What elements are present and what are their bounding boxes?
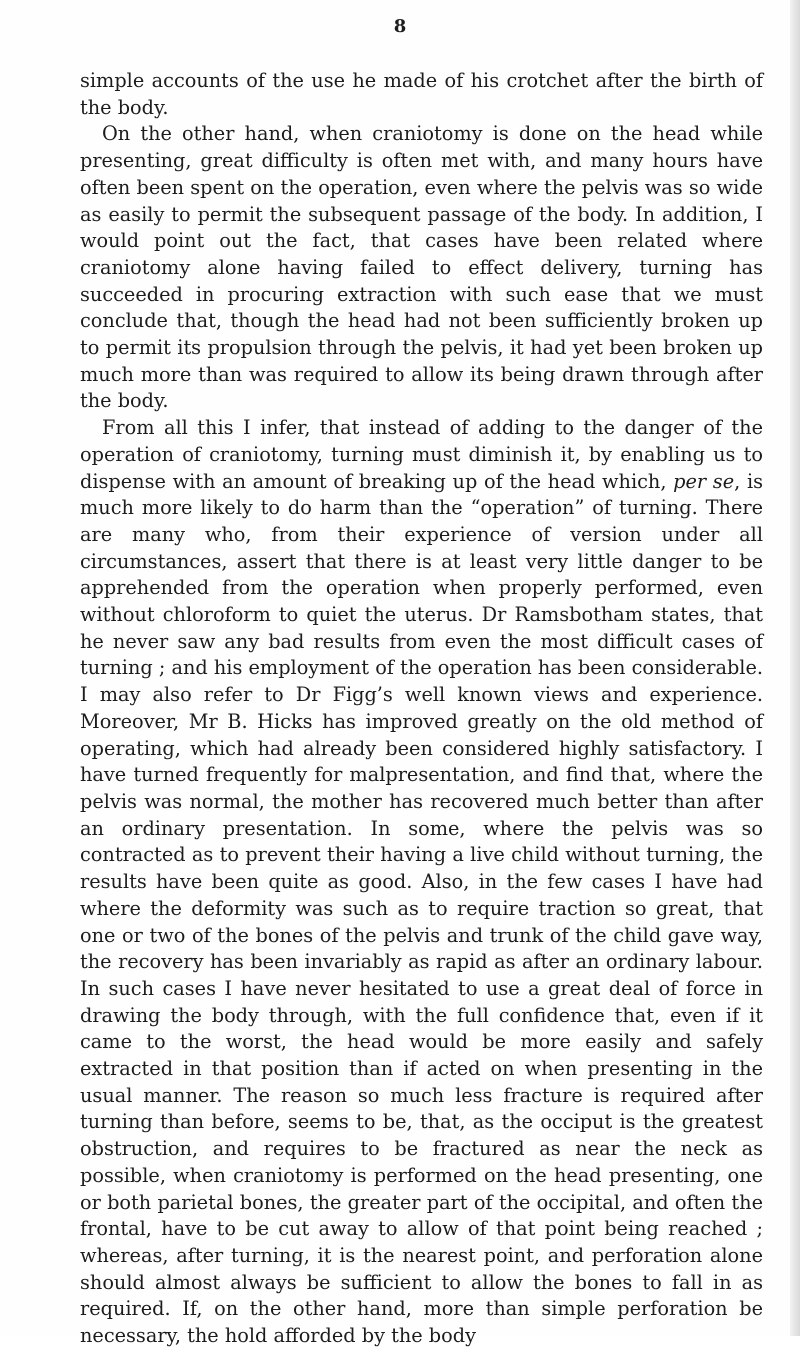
paragraph-text-after-italic: , is much more likely to do harm than the “operation” of turning. There are many who, from their experience of version under all circumstances, assert that there is at least very little danger to be apprehended from the operation when properly performed, even without chloroform to quiet the uterus. Dr Ramsbotham states, that he never saw any bad results from even the most difficult cases of turning ; and his employment of the operation has been considerable. I may also refer to Dr Figg’s well known views and experience. Moreover, Mr B. Hicks has improved greatly on the old method of operating, which had already been considered highly satisfactory. I have turned frequently for malpresentation, and find that, where the pelvis was normal, the mother has recovered much better than after an ordinary presentation. In some, where the pelvis was so contracted as to prevent their having a live child without turning, the results have been quite as good. Also, in the few cases I have had where the deformity was such as to require traction so great, that one or two of the bones of the pelvis and trunk of the child gave way, the recovery has been invariably as rapid as after an ordinary labour. In such cases I have never hesitated to use a great deal of force in drawing the body through, with the full confidence that, even if it came to the worst, the head would be more easily and safely extracted in that position than if acted on when presenting in the usual manner. The reason so much less fracture is required after turning than before, seems to be, that, as the occiput is the greatest obstruction, and requires to be fractured as near the neck as possible, when craniotomy is performed on the head presenting, one or both parietal bones, the greater part of the occipital, and often the frontal, have to be cut away to allow of that point being reached ; whereas, after turning, it is the nearest point, and perforation alone should almost always be sufficient to allow the bones to fall in as required. If, on the other hand, more than simple perforation be necessary, the hold afforded by the body	[80, 469, 764, 1348]
italic-phrase: per se	[673, 469, 735, 493]
paragraph-continuation: simple accounts of the use he made of his crotchet after the birth of the body.	[80, 69, 763, 119]
paragraph-text-before-italic: From all this I infer, that instead of adding to the danger of the operation of craniotomy, turning must diminish it, by enabling us to dispense with an amount of breaking up of the head which,	[80, 416, 763, 493]
page-number: 8	[393, 16, 407, 37]
body-text	[80, 68, 763, 1350]
page-edge-shadow	[790, 0, 800, 1336]
paragraph-turning-conclusion	[80, 415, 763, 1350]
paragraph-craniotomy-difficulty: On the other hand, when craniotomy is done on the head while presenting, great difficulty is often met with, and many hours have often been spent on the operation, even where the pelvis was so wide as easily to permit the subsequent passage of the body. In addition, I would point out the fact, that cases have been related where craniotomy alone having failed to effect delivery, turning has succeeded in procuring extraction with such ease that we must conclude that, though the head had not been sufficiently broken up to permit its propulsion through the pelvis, it had yet been broken up much more than was required to allow its being drawn through after the body.	[80, 122, 763, 413]
